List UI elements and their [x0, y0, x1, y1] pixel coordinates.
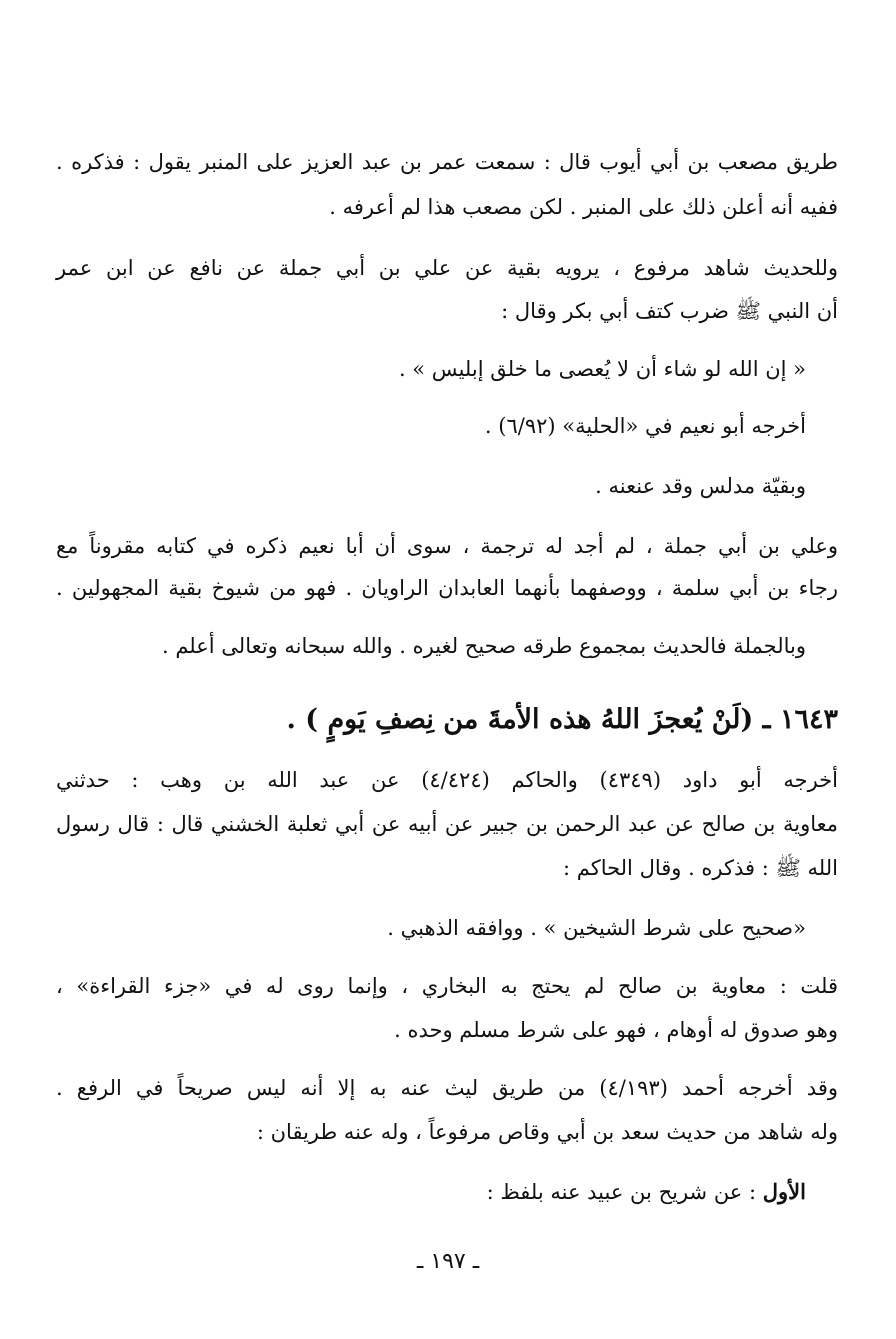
- text-line: وقد أخرجه أحمد (٤/١٩٣) من طريق ليث عنه به إلا أنه ليس صريحاً في الرفع .: [56, 1076, 838, 1100]
- text-line: وبقيّة مدلس وقد عنعنه .: [595, 474, 806, 498]
- section-text: : عن شريح بن عبيد عنه بلفظ :: [486, 1180, 763, 1204]
- text-line: أخرجه أبو نعيم في «الحلية» (٦/٩٢) .: [484, 414, 806, 438]
- hadith-heading: ١٦٤٣ ـ (لَنْ يُعجزَ اللهُ هذه الأمةَ من نِصفِ يَومٍ ) .: [286, 704, 838, 735]
- text-line: معاوية بن صالح عن عبد الرحمن بن جبير عن أبيه عن أبي ثعلبة الخشني قال : قال رسول: [56, 812, 838, 836]
- text-line: ففيه أنه أعلن ذلك على المنبر . لكن مصعب هذا لم أعرفه .: [329, 195, 838, 219]
- text-line: [487, 1176, 806, 1208]
- text-line: طريق مصعب بن أبي أيوب قال : سمعت عمر بن عبد العزيز على المنبر يقول : فذكره .: [56, 150, 838, 174]
- text-line: قلت : معاوية بن صالح لم يحتج به البخاري ، وإنما روى له في «جزء القراءة» ،: [56, 974, 838, 998]
- text-line: وعلي بن أبي جملة ، لم أجد له ترجمة ، سوى أن أبا نعيم ذكره في كتابه مقروناً مع: [56, 534, 838, 558]
- text-line: وللحديث شاهد مرفوع ، يرويه بقية عن علي بن أبي جملة عن نافع عن ابن عمر: [56, 256, 838, 280]
- text-line: وله شاهد من حديث سعد بن أبي وقاص مرفوعاً ، وله عنه طريقان :: [256, 1120, 838, 1144]
- hadith-quote: « إن الله لو شاء أن لا يُعصى ما خلق إبليس » .: [398, 357, 806, 381]
- text-line: وهو صدوق له أوهام ، فهو على شرط مسلم وحده .: [394, 1018, 838, 1042]
- text-line: أخرجه أبو داود (٤٣٤٩) والحاكم (٤/٤٢٤) عن عبد الله بن وهب : حدثني: [56, 768, 838, 792]
- text-line: «صحيح على شرط الشيخين » . ووافقه الذهبي .: [387, 916, 806, 940]
- text-line: وبالجملة فالحديث بمجموع طرقه صحيح لغيره . والله سبحانه وتعالى أعلم .: [161, 634, 806, 658]
- text-line: رجاء بن أبي سلمة ، ووصفهما بأنهما العابدان الراويان . فهو من شيوخ بقية المجهولين .: [56, 576, 838, 600]
- section-lead: الأول: [762, 1179, 806, 1204]
- page-number: ـ ١٩٧ ـ: [416, 1249, 480, 1274]
- text-line: الله ﷺ : فذكره . وقال الحاكم :: [562, 856, 838, 880]
- text-line: أن النبي ﷺ ضرب كتف أبي بكر وقال :: [501, 299, 838, 323]
